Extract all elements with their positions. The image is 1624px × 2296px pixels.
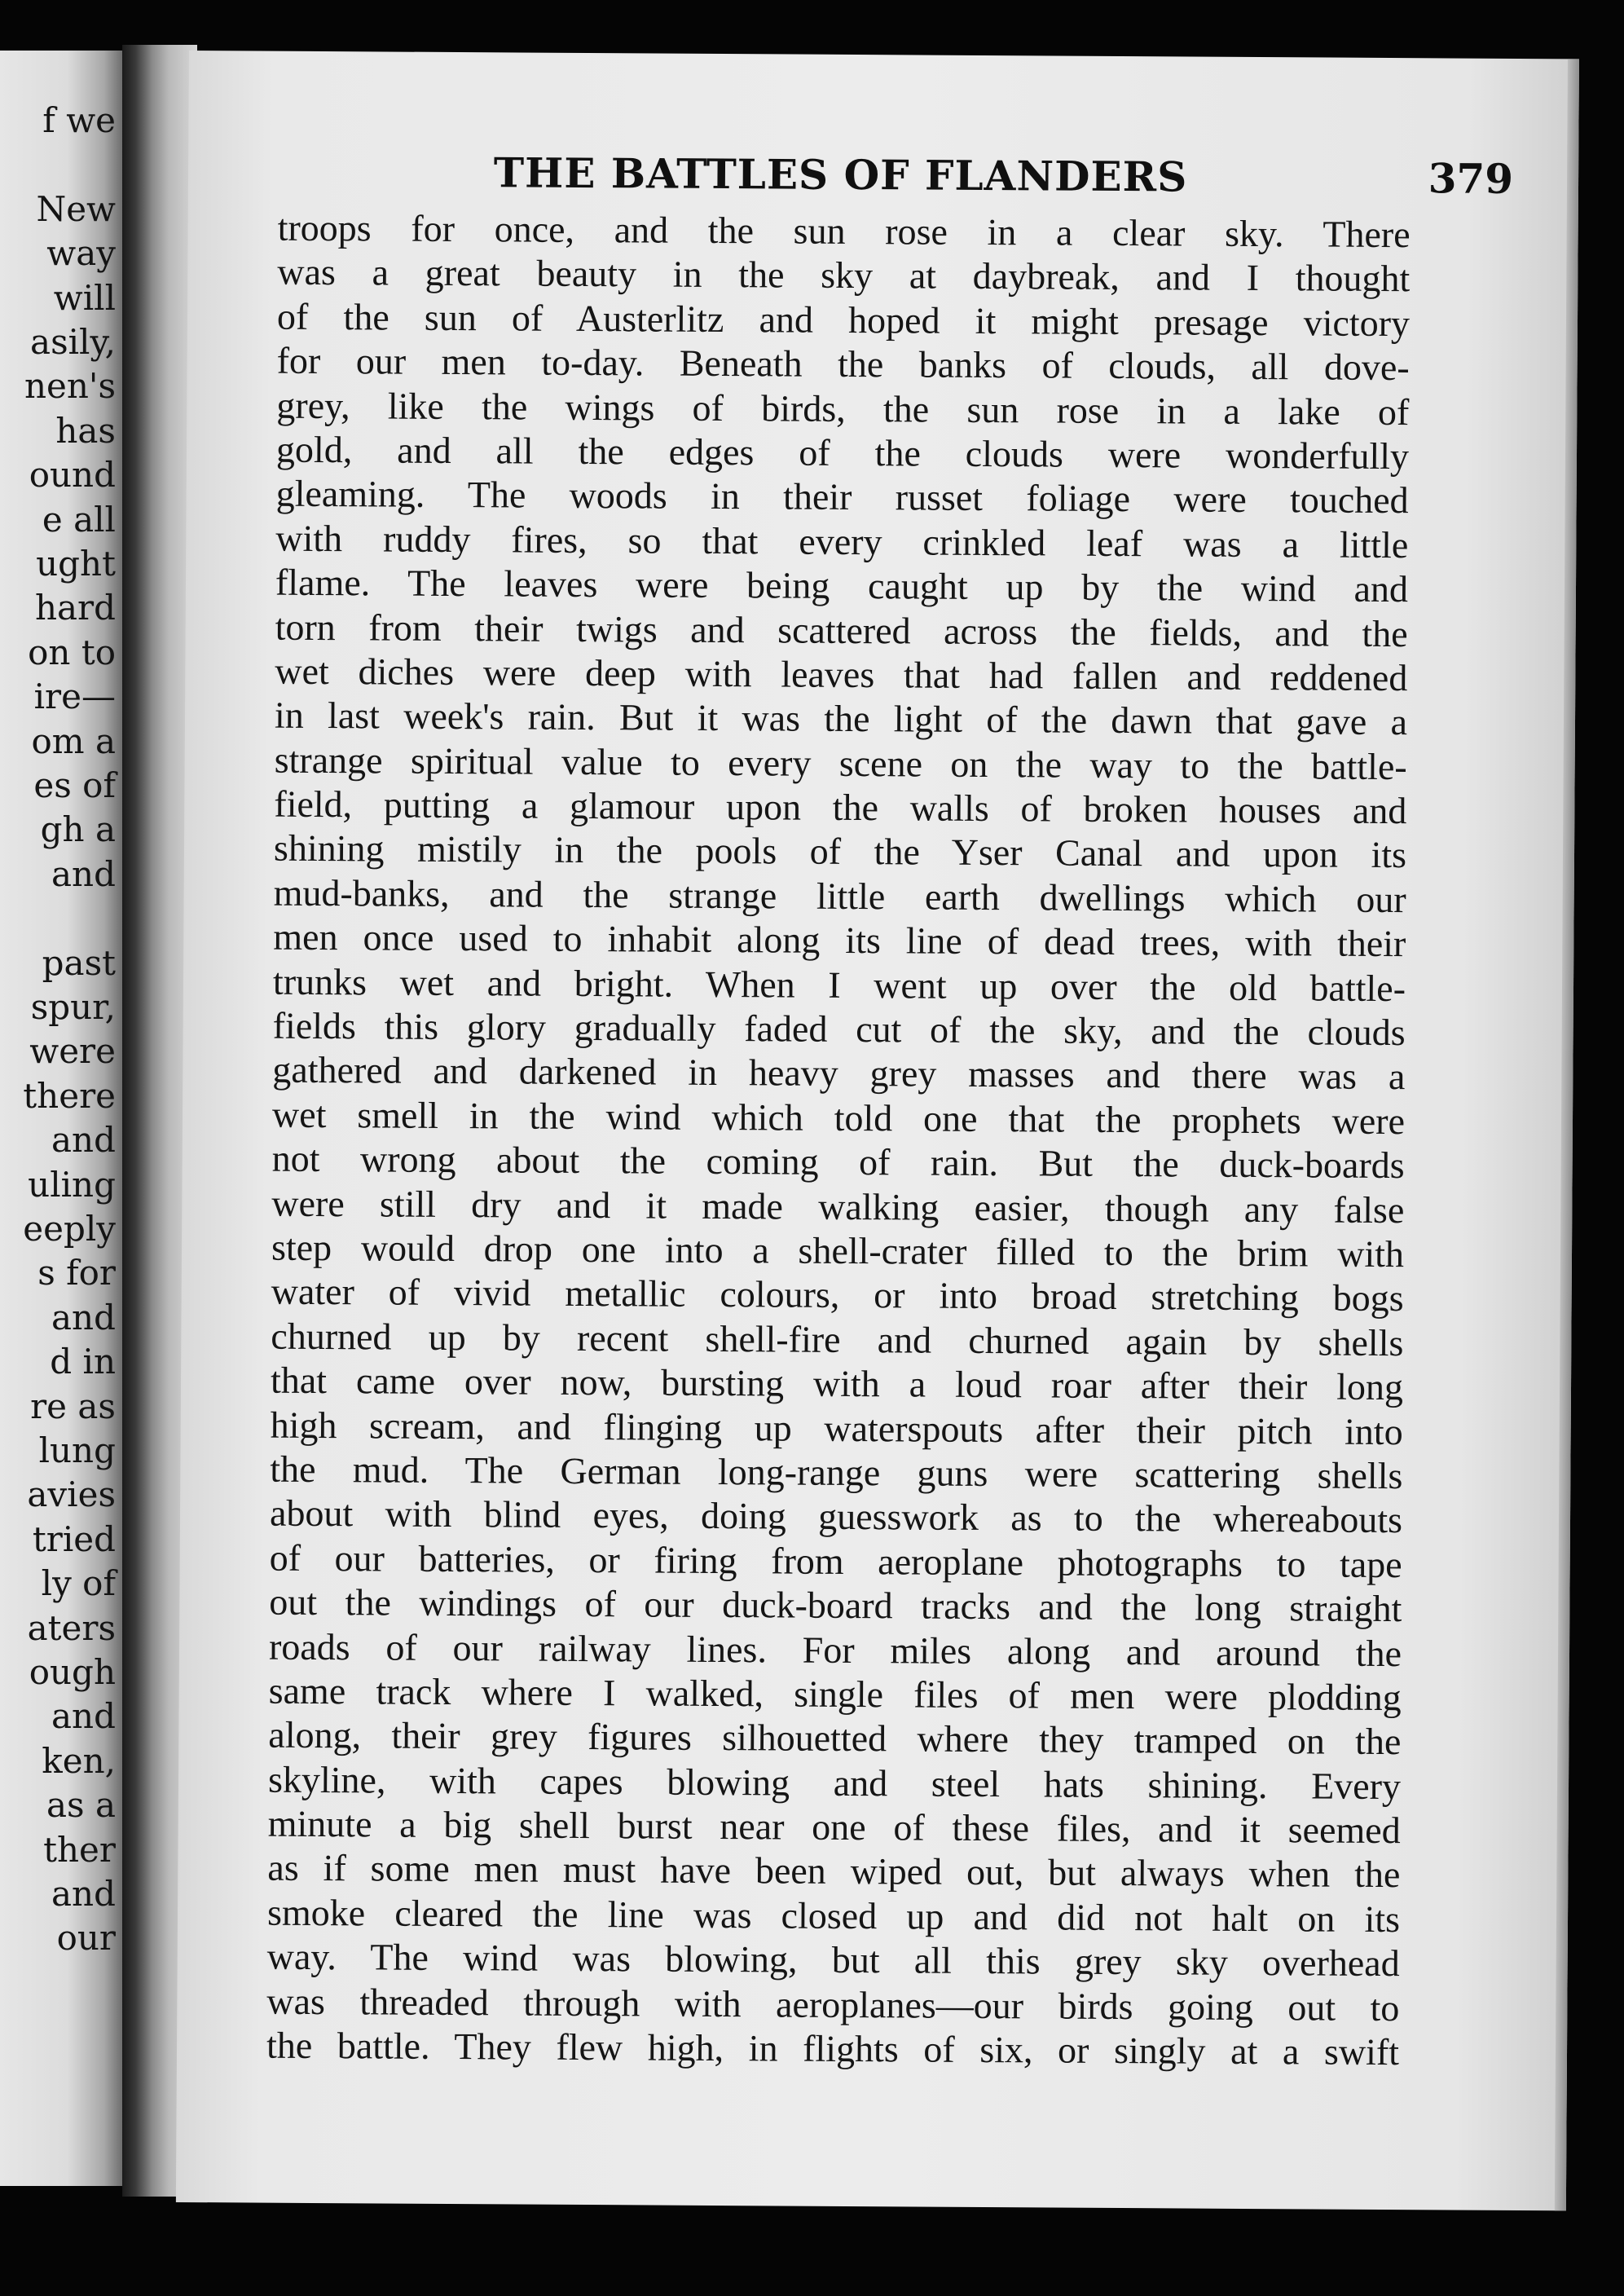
left-page-fragment: has xyxy=(55,410,116,451)
text-line: wet diches were deep with leaves that had fallen and reddened xyxy=(275,650,1408,699)
text-line: men once used to inhabit along its line of dead trees, with their xyxy=(273,915,1406,965)
text-line: smoke cleared the line was closed up and did not halt on its xyxy=(266,1891,1401,1940)
left-page-fragment: asily, xyxy=(30,322,116,362)
text-line: wet smell in the wind which told one that the prophets were xyxy=(271,1093,1406,1142)
running-head xyxy=(266,148,1514,212)
left-page-fragment: as a xyxy=(46,1785,116,1826)
left-page-fragment: es of xyxy=(33,765,116,805)
left-page-fragment: past xyxy=(42,942,116,983)
left-page-edge xyxy=(0,51,122,2186)
left-page-fragment: ly of xyxy=(41,1563,116,1604)
text-line: step would drop one into a shell-crater filled to the brim with xyxy=(271,1226,1405,1276)
text-line: flame. The leaves were being caught up by the wind and xyxy=(275,561,1409,610)
text-line: mud-banks, and the strange little earth dwellings which our xyxy=(273,871,1406,921)
text-line: of the sun of Austerlitz and hoped it might presage victory xyxy=(276,295,1411,344)
left-page-fragment: s for xyxy=(37,1253,116,1293)
text-line: gathered and darkened in heavy grey masses and there was a xyxy=(272,1049,1406,1098)
text-line: trunks wet and bright. When I went up over the old battle- xyxy=(272,960,1406,1009)
text-line: the battle. They flew high, in flights of six, or singly at a swift xyxy=(266,2024,1400,2073)
left-page-fragment: ough xyxy=(29,1652,116,1692)
left-page-fragment: way xyxy=(46,233,116,274)
text-line: in last week's rain. But it was the light of the dawn that gave a xyxy=(274,694,1408,743)
left-page-fragment: om a xyxy=(31,721,116,761)
left-page-fragment: uling xyxy=(28,1164,116,1205)
left-page-fragment: spur, xyxy=(30,987,116,1027)
text-line: grey, like the wings of birds, the sun rose in a lake of xyxy=(276,384,1410,433)
text-line: was a great beauty in the sky at daybreak, and I thought xyxy=(277,251,1411,300)
text-line: churned up by recent shell-fire and churned again by shells xyxy=(271,1315,1404,1364)
left-page-fragment: on to xyxy=(28,632,116,672)
text-line: high scream, and flinging up waterspouts after their pitch into xyxy=(270,1404,1403,1452)
left-page-fragment: our xyxy=(56,1918,116,1959)
left-page-fragment: and xyxy=(51,1297,116,1337)
text-line: field, putting a glamour upon the walls of broken houses and xyxy=(274,782,1407,832)
text-line: not wrong about the coming of rain. But the duck-boards xyxy=(271,1137,1405,1187)
body-text xyxy=(266,206,1411,2075)
left-page-fragment: e all xyxy=(42,499,116,540)
text-line: of our batteries, or firing from aeroplane photographs to tape xyxy=(269,1536,1402,1585)
left-page-fragment: avies xyxy=(27,1474,116,1515)
text-line: skyline, with capes blowing and steel hats shining. Every xyxy=(267,1758,1402,1807)
left-page-fragment: were xyxy=(29,1031,116,1072)
left-page-fragment: there xyxy=(23,1075,116,1116)
book-page xyxy=(176,51,1579,2210)
left-page-fragment: ught xyxy=(36,544,116,584)
left-page-fragment: ken, xyxy=(42,1740,116,1781)
text-line: was threaded through with aeroplanes—our birds going out to xyxy=(266,1980,1400,2029)
text-line: were still dry and it made walking easier, though any false xyxy=(271,1182,1405,1231)
text-line: the mud. The German long-range guns were scattering shells xyxy=(270,1448,1403,1497)
text-line: way. The wind was blowing, but all this grey sky overhead xyxy=(266,1935,1400,1985)
text-line: that came over now, bursting with a loud roar after their long xyxy=(270,1359,1404,1408)
text-line: water of vivid metallic colours, or into broad stretching bogs xyxy=(271,1271,1404,1320)
page-title: THE BATTLES OF FLANDERS xyxy=(493,148,1188,201)
left-page-fragment: ound xyxy=(29,455,116,496)
page-edge-shadow xyxy=(1555,59,1579,2210)
left-page-fragment: tried xyxy=(32,1518,116,1559)
text-line: shining mistily in the pools of the Yser Canal and upon its xyxy=(273,827,1407,876)
left-page-fragment: re as xyxy=(30,1386,116,1426)
text-line: gleaming. The woods in their russet foliage were touched xyxy=(275,473,1409,522)
left-page-fragment: d in xyxy=(50,1342,116,1382)
left-page-fragment: and xyxy=(51,1120,116,1161)
text-line: troops for once, and the sun rose in a clear sky. There xyxy=(277,206,1411,256)
text-line: roads of our railway lines. For miles along and around the xyxy=(268,1625,1402,1674)
left-page-fragment: New xyxy=(36,188,116,229)
left-page-fragment: nen's xyxy=(24,366,116,407)
text-line: fields this glory gradually faded cut of the sky, and the clouds xyxy=(272,1004,1406,1054)
left-page-fragment: will xyxy=(53,277,116,318)
left-page-fragment: ther xyxy=(43,1829,116,1870)
left-page-fragment: and xyxy=(51,1874,116,1914)
text-line: minute a big shell burst near one of these files, and it seemed xyxy=(267,1802,1401,1852)
left-page-fragment: eeply xyxy=(23,1209,116,1249)
text-line: out the windings of our duck-board tracks and the long straight xyxy=(269,1580,1402,1630)
left-page-fragment: ire— xyxy=(33,676,116,717)
text-line: along, their grey figures silhouetted where they tramped on the xyxy=(268,1713,1402,1763)
left-page-fragment: f we xyxy=(42,100,116,140)
text-line: as if some men must have been wiped out, but always when the xyxy=(267,1847,1401,1896)
text-line: same track where I walked, single files of men were plodding xyxy=(268,1669,1402,1719)
left-page-fragment: gh a xyxy=(40,809,116,850)
text-line: about with blind eyes, doing guesswork as to the whereabouts xyxy=(269,1492,1403,1541)
text-line: for our men to-day. Beneath the banks of clouds, all dove- xyxy=(276,339,1410,389)
left-page-fragment: lung xyxy=(38,1430,116,1470)
text-line: torn from their twigs and scattered across the fields, and the xyxy=(275,606,1408,654)
left-page-fragment: aters xyxy=(27,1607,116,1648)
text-line: with ruddy fires, so that every crinkled leaf was a little xyxy=(275,517,1409,566)
text-line: strange spiritual value to every scene on the way to the battle- xyxy=(274,738,1407,787)
left-page-fragment: and xyxy=(51,1696,116,1737)
left-page-fragment: hard xyxy=(34,588,116,628)
left-page-fragment: and xyxy=(51,853,116,894)
page-number: 379 xyxy=(1428,154,1514,203)
text-line: gold, and all the edges of the clouds were wonderfully xyxy=(275,428,1410,478)
